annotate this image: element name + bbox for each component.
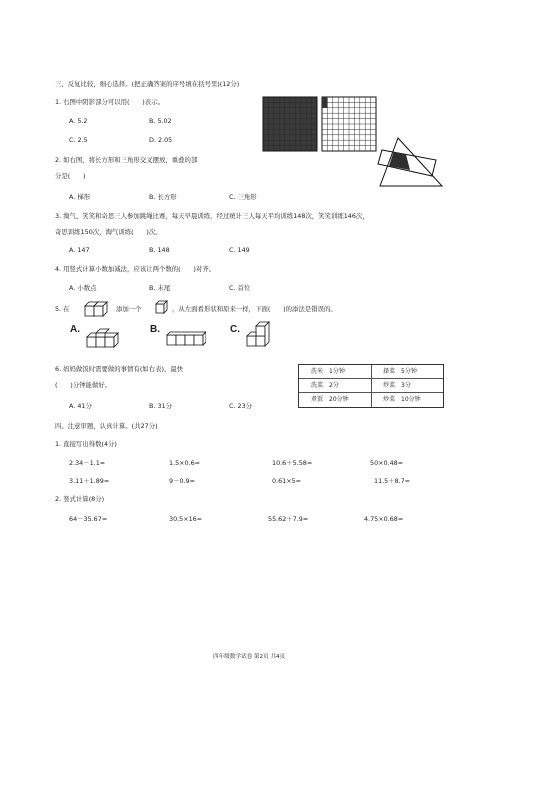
section3-title: 三、反复比较，细心选择。(把正确答案的序号填在括号里)(12分) xyxy=(55,80,240,88)
q5-option-c[interactable]: C. xyxy=(230,324,240,335)
hundred-grid-figure xyxy=(262,96,378,154)
q5-post: ，从左面看形状和原来一样，下面( )的添法是错误的。 xyxy=(172,305,337,313)
q1-option-c[interactable]: C. 2.5 xyxy=(69,136,88,144)
calc-item[interactable]: 3.11＋1.89= xyxy=(69,477,110,485)
q2-line2: 分是( ) xyxy=(55,172,86,180)
q3-option-b[interactable]: B. 148 xyxy=(149,246,170,254)
cube-option-a xyxy=(86,326,120,348)
q6-option-c[interactable]: C. 23分 xyxy=(229,402,253,410)
table-row: 洗菜 2分 炒菜 3分 xyxy=(299,379,443,393)
q1-option-a[interactable]: A. 5.2 xyxy=(69,117,88,125)
q3-option-a[interactable]: A. 147 xyxy=(69,246,90,254)
calc-item[interactable]: 0.61×5= xyxy=(272,477,302,485)
calc-item[interactable]: 11.5＋8.7= xyxy=(374,477,411,485)
q6-line1: 6. 妈妈做饭时需要做的事情有(如右表)，最快 xyxy=(55,365,184,373)
q2-option-a[interactable]: A. 梯形 xyxy=(69,193,91,201)
single-cube xyxy=(155,300,169,314)
q5-option-b[interactable]: B. xyxy=(150,324,160,335)
calc-item[interactable]: 1.5×0.6= xyxy=(169,459,201,467)
q5-mid: 添加一个 xyxy=(116,305,142,313)
q4-option-a[interactable]: A. 小数点 xyxy=(69,284,97,292)
q3-option-c[interactable]: C. 149 xyxy=(229,246,250,254)
q4-text: 4. 用竖式计算小数加减法，应该让两个数的( )对齐。 xyxy=(55,265,216,273)
q5-pre: 5. 在 xyxy=(55,305,70,313)
rectangle-triangle-figure xyxy=(376,136,446,190)
calc-item[interactable]: 2.34－1.1= xyxy=(69,459,106,467)
page-footer: 四年级数学试卷 第2页 共4页 xyxy=(213,654,286,660)
q6-option-a[interactable]: A. 41分 xyxy=(69,402,92,410)
calc-item[interactable]: 50×0.48= xyxy=(370,459,404,467)
sub2-title: 2. 竖式计算(8分) xyxy=(55,495,105,503)
cooking-time-table xyxy=(298,364,444,408)
q4-option-b[interactable]: B. 末尾 xyxy=(149,284,171,292)
vertical-calc-item[interactable]: 30.5×16= xyxy=(169,515,203,523)
cube-stack-original xyxy=(84,298,112,318)
q2-line1: 2. 如右图，将长方形和三角形交叉摆放，重叠的部 xyxy=(55,156,198,164)
q5-option-a[interactable]: A. xyxy=(70,324,80,335)
q1-option-b[interactable]: B. 5.02 xyxy=(149,117,172,125)
q3-line1: 3. 淘气、笑笑和奇思三人参加跳绳比赛，每天早晨训练，经过统计三人每天平均训练148次，笑笑训练146次， xyxy=(55,212,369,220)
q4-option-c[interactable]: C. 首位 xyxy=(229,284,251,292)
cube-option-c xyxy=(246,318,276,348)
q6-line2: ( )分钟能做好。 xyxy=(55,381,112,389)
q1-option-d[interactable]: D. 2.05 xyxy=(149,136,173,144)
q3-line2: 奇思训练150次，淘气训练( )次。 xyxy=(55,228,162,236)
vertical-calc-item[interactable]: 64－35.67= xyxy=(69,515,108,523)
q2-option-c[interactable]: C. 三角形 xyxy=(229,193,257,201)
vertical-calc-item[interactable]: 55.62＋7.9= xyxy=(268,515,309,523)
q2-option-b[interactable]: B. 长方形 xyxy=(149,193,177,201)
cube-option-b xyxy=(166,326,206,348)
sub1-title: 1. 直接写出得数(4分) xyxy=(55,440,117,448)
calc-item[interactable]: 9－0.9= xyxy=(169,477,195,485)
section4-title: 四、注意审题，认真计算。(共27分) xyxy=(55,422,158,430)
table-row: 煮饭 20分钟 炒菜 10分钟 xyxy=(311,396,421,403)
table-row: 洗米 1分钟 择菜 5分钟 xyxy=(299,365,443,379)
vertical-calc-item[interactable]: 4.75×0.68= xyxy=(364,515,404,523)
q6-option-b[interactable]: B. 31分 xyxy=(149,402,172,410)
calc-item[interactable]: 10.6＋5.58= xyxy=(272,459,313,467)
q1-text: 1. 右图中阴影部分可以用( )表示。 xyxy=(55,98,164,106)
